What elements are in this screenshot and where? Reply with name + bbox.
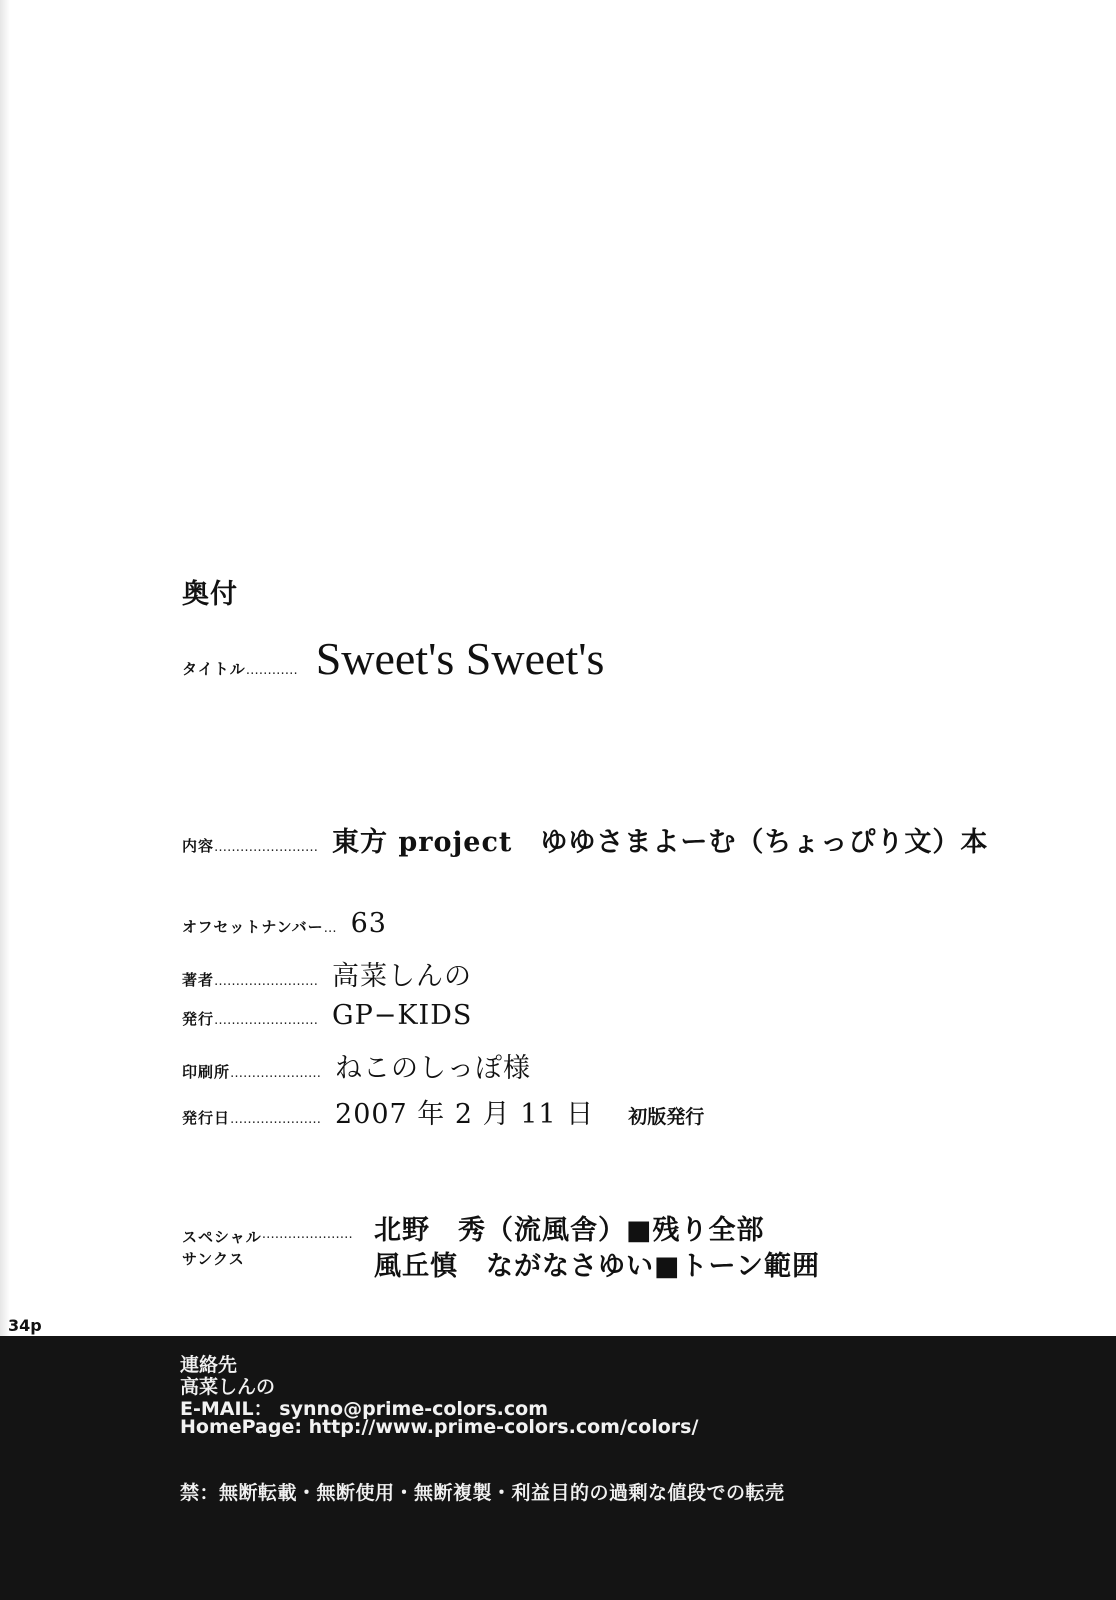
leader-dots: …………………… <box>214 1013 319 1028</box>
content-value: 東方 project ゆゆさまよーむ（ちょっぴり文）本 <box>332 827 989 858</box>
leader-dots: … <box>323 921 337 936</box>
leader-dots: …………………… <box>214 840 319 855</box>
special-thanks-label-line2: サンクス <box>182 1250 245 1268</box>
contact-author: 高菜しんの <box>180 1376 276 1398</box>
leader-dots: …………………… <box>214 974 319 989</box>
colophon-row-publish-date <box>182 1092 704 1131</box>
row-label: オフセットナンバー <box>182 918 324 936</box>
leader-dots: ………………… <box>230 1066 322 1081</box>
row-label: 印刷所 <box>182 1063 231 1081</box>
publisher-value: GP−KIDS <box>332 1000 473 1031</box>
edition-note: 初版発行 <box>628 1106 705 1128</box>
page-number: 34p <box>8 1316 42 1335</box>
colophon-heading: 奥付 <box>182 579 238 610</box>
contact-footer <box>0 1336 1116 1600</box>
colophon-row-content <box>182 820 988 859</box>
special-thanks-line: 北野 秀（流風舎）■残り全部 <box>374 1215 765 1246</box>
special-thanks-line: 風丘慎 ながなさゆい■トーン範囲 <box>374 1251 820 1282</box>
leader-dots: ………………… <box>261 1227 353 1242</box>
row-label: 発行 <box>182 1010 215 1028</box>
row-label: 発行日 <box>182 1109 231 1127</box>
row-label: タイトル <box>182 660 246 678</box>
contact-homepage: HomePage: http://www.prime-colors.com/colors/ <box>180 1416 699 1438</box>
author-value: 高菜しんの <box>332 961 473 992</box>
colophon-row-printer <box>182 1046 531 1085</box>
contact-heading: 連絡先 <box>180 1354 238 1376</box>
title-value: Sweet's Sweet's <box>315 633 605 684</box>
special-thanks-label <box>182 1226 367 1247</box>
prohibition-notice: 禁：無断転載・無断使用・無断複製・利益目的の過剰な値段での転売 <box>180 1482 785 1504</box>
publish-date-value: 2007 年 2 月 11 日 <box>335 1099 595 1130</box>
contact-email: E-MAIL： synno@prime-colors.com <box>180 1398 549 1420</box>
colophon-row-title <box>182 632 604 685</box>
colophon-row-offset-number <box>182 908 387 939</box>
leader-dots: ………………… <box>230 1112 322 1127</box>
colophon-row-publisher <box>182 1000 472 1031</box>
special-thanks-label-line1: スペシャル <box>182 1228 262 1246</box>
offset-number-value: 63 <box>350 908 387 939</box>
printer-value: ねこのしっぽ様 <box>335 1053 532 1084</box>
colophon-row-author <box>182 954 472 993</box>
row-label: 内容 <box>182 837 215 855</box>
leader-dots: ………… <box>245 663 298 678</box>
row-label: 著者 <box>182 971 215 989</box>
